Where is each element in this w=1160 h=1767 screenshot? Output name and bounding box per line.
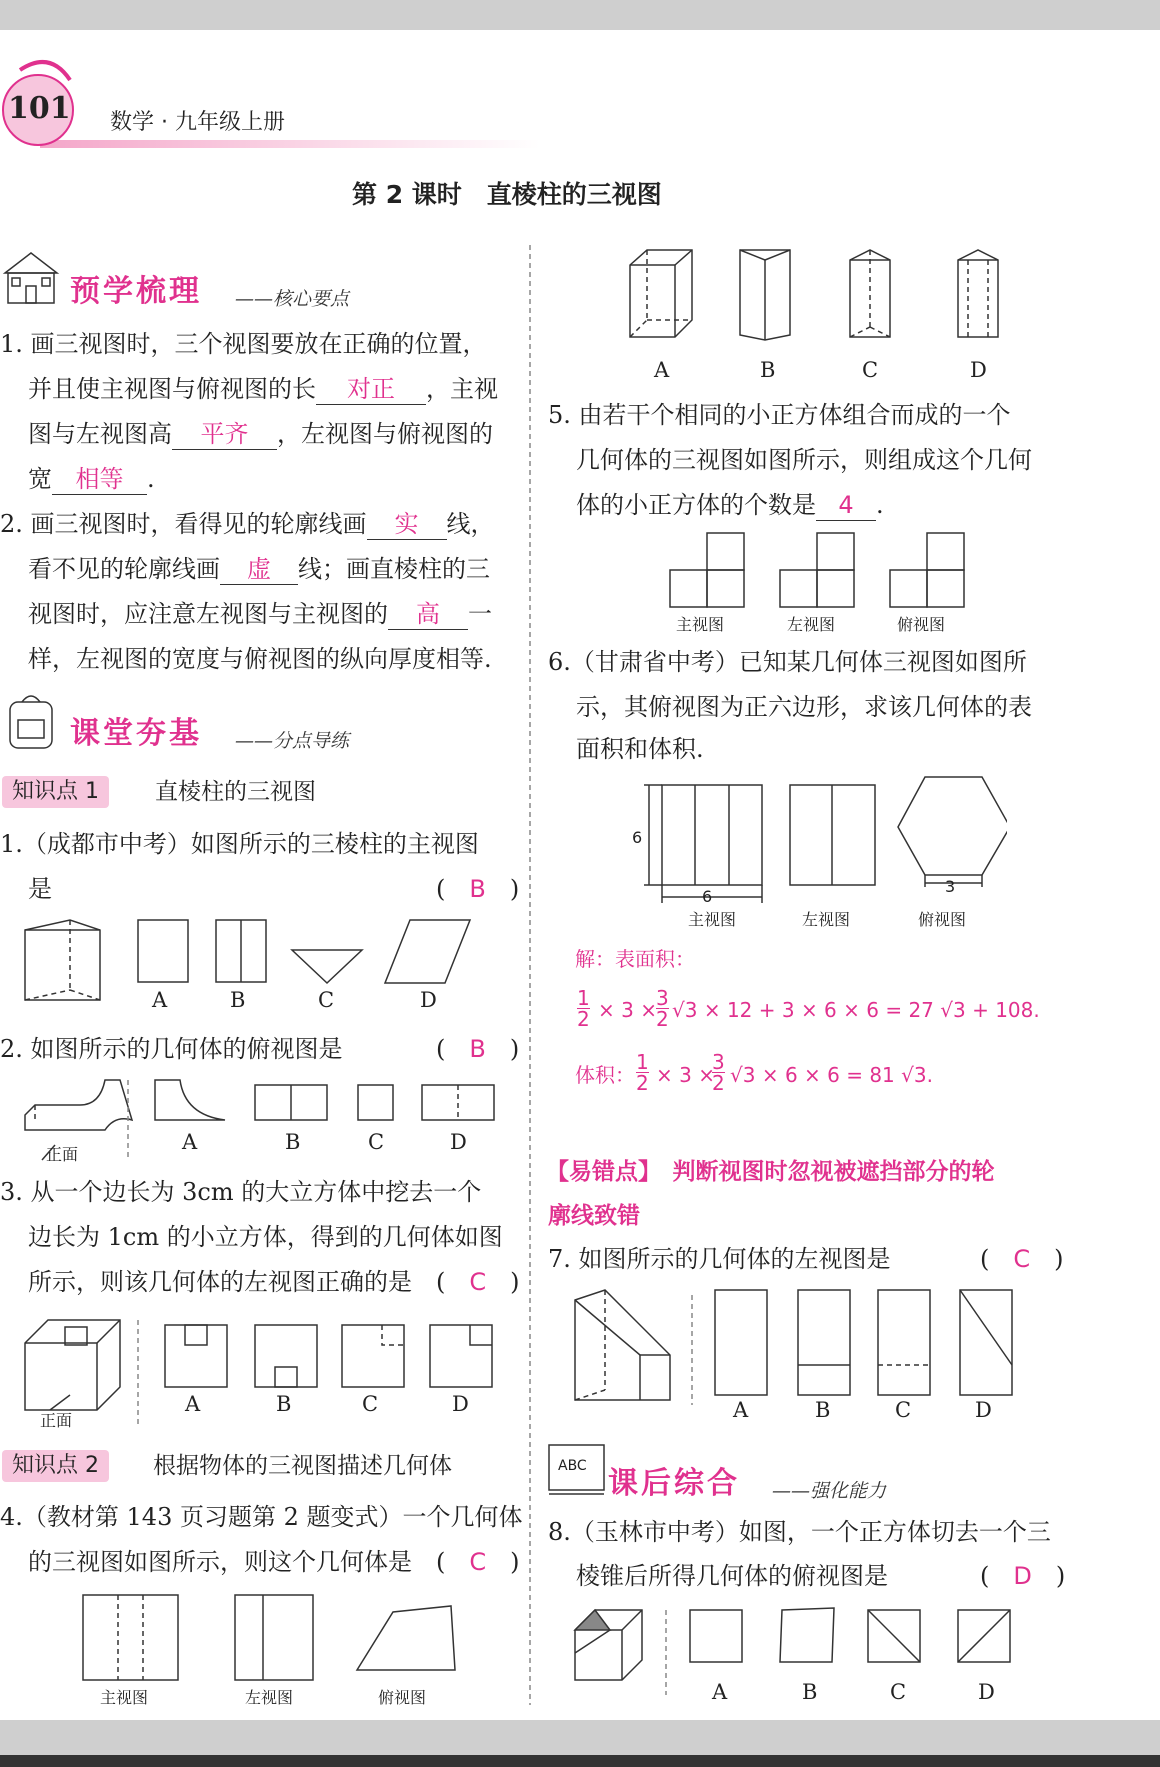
q6-vol-half: 1 2 (636, 1050, 649, 1095)
q6-left-label: 左视图 (802, 910, 851, 929)
q8-opt-c: C (890, 1680, 907, 1704)
q7-opt-d: D (975, 1398, 992, 1422)
p1-line4: 宽 相等 . (28, 465, 155, 493)
q6-dim-h: 6 (632, 828, 643, 847)
q6-sa-three-half: 3 2 (656, 986, 669, 1031)
q7-opt-b: B (815, 1398, 831, 1422)
backpack-icon (0, 690, 62, 752)
q8-opt-b: B (802, 1680, 818, 1704)
q6-dim-side: 3 (945, 877, 956, 896)
q6-vol-label: 体积： (575, 1063, 635, 1087)
q1-answer: ( B ) (436, 875, 520, 903)
kp1-label: 知识点 1 (2, 776, 109, 808)
q7-opt-a: A (733, 1398, 749, 1422)
q5-views (665, 530, 975, 612)
q8-line1: 8.（玉林市中考）如图，一个正方体切去一个三 (548, 1518, 1051, 1546)
err-line1: 【易错点】 判断视图时忽视被遮挡部分的轮 (546, 1159, 995, 1185)
q3-front-label: 正面 (40, 1411, 73, 1430)
q4-front-label: 主视图 (100, 1688, 149, 1707)
q6-vol-three-half: 3 2 (712, 1050, 725, 1095)
q4-option-figures (625, 245, 1025, 345)
after-subtitle: ——强化能力 (772, 1480, 887, 1502)
q7-line1: 7. 如图所示的几何体的左视图是 (548, 1245, 891, 1273)
q2-opt-b: B (285, 1130, 301, 1154)
preview-subtitle: ——核心要点 (235, 288, 350, 310)
q4-opt-a: A (654, 358, 670, 382)
q6-sa-rest: √3 × 12 + 3 × 6 × 6 = 27 √3 + 108. (672, 998, 1040, 1022)
p2-line3: 视图时，应注意左视图与主视图的 高 一 (28, 600, 492, 628)
q4-answer: ( C ) (436, 1548, 520, 1576)
q4-line1: 4.（教材第 143 页习题第 2 题变式）一个几何体 (0, 1503, 523, 1531)
q8-answer: ( D ) (980, 1562, 1066, 1590)
q4-line2: 的三视图如图所示，则这个几何体是 (28, 1548, 412, 1576)
q5-line2: 几何体的三视图如图所示，则组成这个几何 (576, 446, 1032, 474)
q4-opt-c: C (862, 358, 879, 382)
q4-opt-b: B (760, 358, 776, 382)
q4-figures (75, 1592, 475, 1682)
q6-front-label: 主视图 (688, 910, 737, 929)
q4-left-label: 左视图 (245, 1688, 294, 1707)
q7-answer: ( C ) (980, 1245, 1064, 1273)
q1-opt-d: D (420, 988, 437, 1012)
q5-left-label: 左视图 (787, 615, 836, 634)
q3-opt-b: B (276, 1392, 292, 1416)
q1-opt-a: A (152, 988, 168, 1012)
q6-sa-half: 1 2 (577, 986, 590, 1031)
q7-opt-c: C (895, 1398, 912, 1422)
p1-line2: 并且使主视图与俯视图的长 对正 ，主视 (28, 375, 498, 403)
q6-dim-w: 6 (702, 887, 713, 906)
after-title: 课后综合 (608, 1466, 740, 1501)
kp2-label: 知识点 2 (2, 1450, 109, 1482)
classroom-title: 课堂夯基 (70, 716, 202, 751)
q6-line2: 示，其俯视图为正六边形，求该几何体的表 (576, 693, 1032, 721)
q3-line1: 3. 从一个边长为 3cm 的大立方体中挖去一个 (0, 1178, 482, 1206)
q6-vol-formula: × 3 × (656, 1063, 715, 1087)
kp1-title: 直棱柱的三视图 (155, 779, 316, 805)
q3-opt-d: D (452, 1392, 469, 1416)
kp2-title: 根据物体的三视图描述几何体 (153, 1453, 452, 1479)
q3-answer: ( C ) (436, 1268, 520, 1296)
abc-label: ABC (558, 1458, 587, 1474)
p2-line1: 2. 画三视图时，看得见的轮廓线画 实 线， (0, 510, 495, 538)
p1-line1: 1. 画三视图时，三个视图要放在正确的位置， (0, 330, 487, 358)
q7-figures (570, 1285, 1020, 1405)
page-number: 101 (8, 91, 71, 126)
q8-opt-d: D (978, 1680, 995, 1704)
column-divider (528, 245, 532, 1705)
q6-line3: 面积和体积. (576, 735, 704, 763)
q2-figures (20, 1075, 500, 1165)
q5-line1: 5. 由若干个相同的小正方体组合而成的一个 (548, 401, 1011, 429)
q1-line1: 1.（成都市中考）如图所示的三棱柱的主视图 (0, 830, 479, 858)
q4-opt-d: D (970, 358, 987, 382)
q2-answer: ( B ) (436, 1035, 520, 1063)
q6-top-label: 俯视图 (918, 910, 967, 929)
q8-figures (570, 1605, 1020, 1695)
p2-line2: 看不见的轮廓线画 虚 线；画直棱柱的三 (28, 555, 490, 583)
q8-opt-a: A (712, 1680, 728, 1704)
q3-figures (20, 1315, 500, 1425)
q1-line2: 是 (28, 875, 52, 903)
q5-top-label: 俯视图 (897, 615, 946, 634)
q3-line2: 边长为 1cm 的小立方体，得到的几何体如图 (28, 1223, 503, 1251)
q6-vol-rest: √3 × 6 × 6 = 81 √3. (730, 1063, 933, 1087)
q2-line1: 2. 如图所示的几何体的俯视图是 (0, 1035, 343, 1063)
q5-line3: 体的小正方体的个数是 4 . (576, 491, 884, 519)
q2-opt-a: A (182, 1130, 198, 1154)
q6-line1: 6.（甘肃省中考）已知某几何体三视图如图所 (548, 648, 1027, 676)
q2-front-label: 正面 (46, 1145, 79, 1164)
book-title: 数学 · 九年级上册 (110, 110, 285, 135)
q5-front-label: 主视图 (676, 615, 725, 634)
q6-solution-label: 解：表面积： (575, 947, 695, 971)
q3-line3: 所示，则该几何体的左视图正确的是 (28, 1268, 412, 1296)
bottom-bar (0, 1755, 1160, 1767)
p2-line4: 样，左视图的宽度与俯视图的纵向厚度相等. (28, 645, 492, 673)
lesson-title: 第 2 课时 直棱柱的三视图 (352, 180, 662, 209)
q1-opt-b: B (230, 988, 246, 1012)
q4-top-label: 俯视图 (378, 1688, 427, 1707)
q2-opt-d: D (450, 1130, 467, 1154)
q6-sa-formula: × 3 × (598, 998, 657, 1022)
q3-opt-c: C (362, 1392, 379, 1416)
q1-opt-c: C (318, 988, 335, 1012)
err-line2: 廓线致错 (548, 1203, 640, 1229)
q8-line2: 棱锥后所得几何体的俯视图是 (576, 1562, 888, 1590)
p1-line3: 图与左视图高 平齐 ，左视图与俯视图的 (28, 420, 493, 448)
classroom-subtitle: ——分点导练 (235, 730, 350, 752)
q2-opt-c: C (368, 1130, 385, 1154)
q3-opt-a: A (185, 1392, 201, 1416)
preview-title: 预学梳理 (70, 274, 202, 309)
school-icon (0, 248, 62, 310)
